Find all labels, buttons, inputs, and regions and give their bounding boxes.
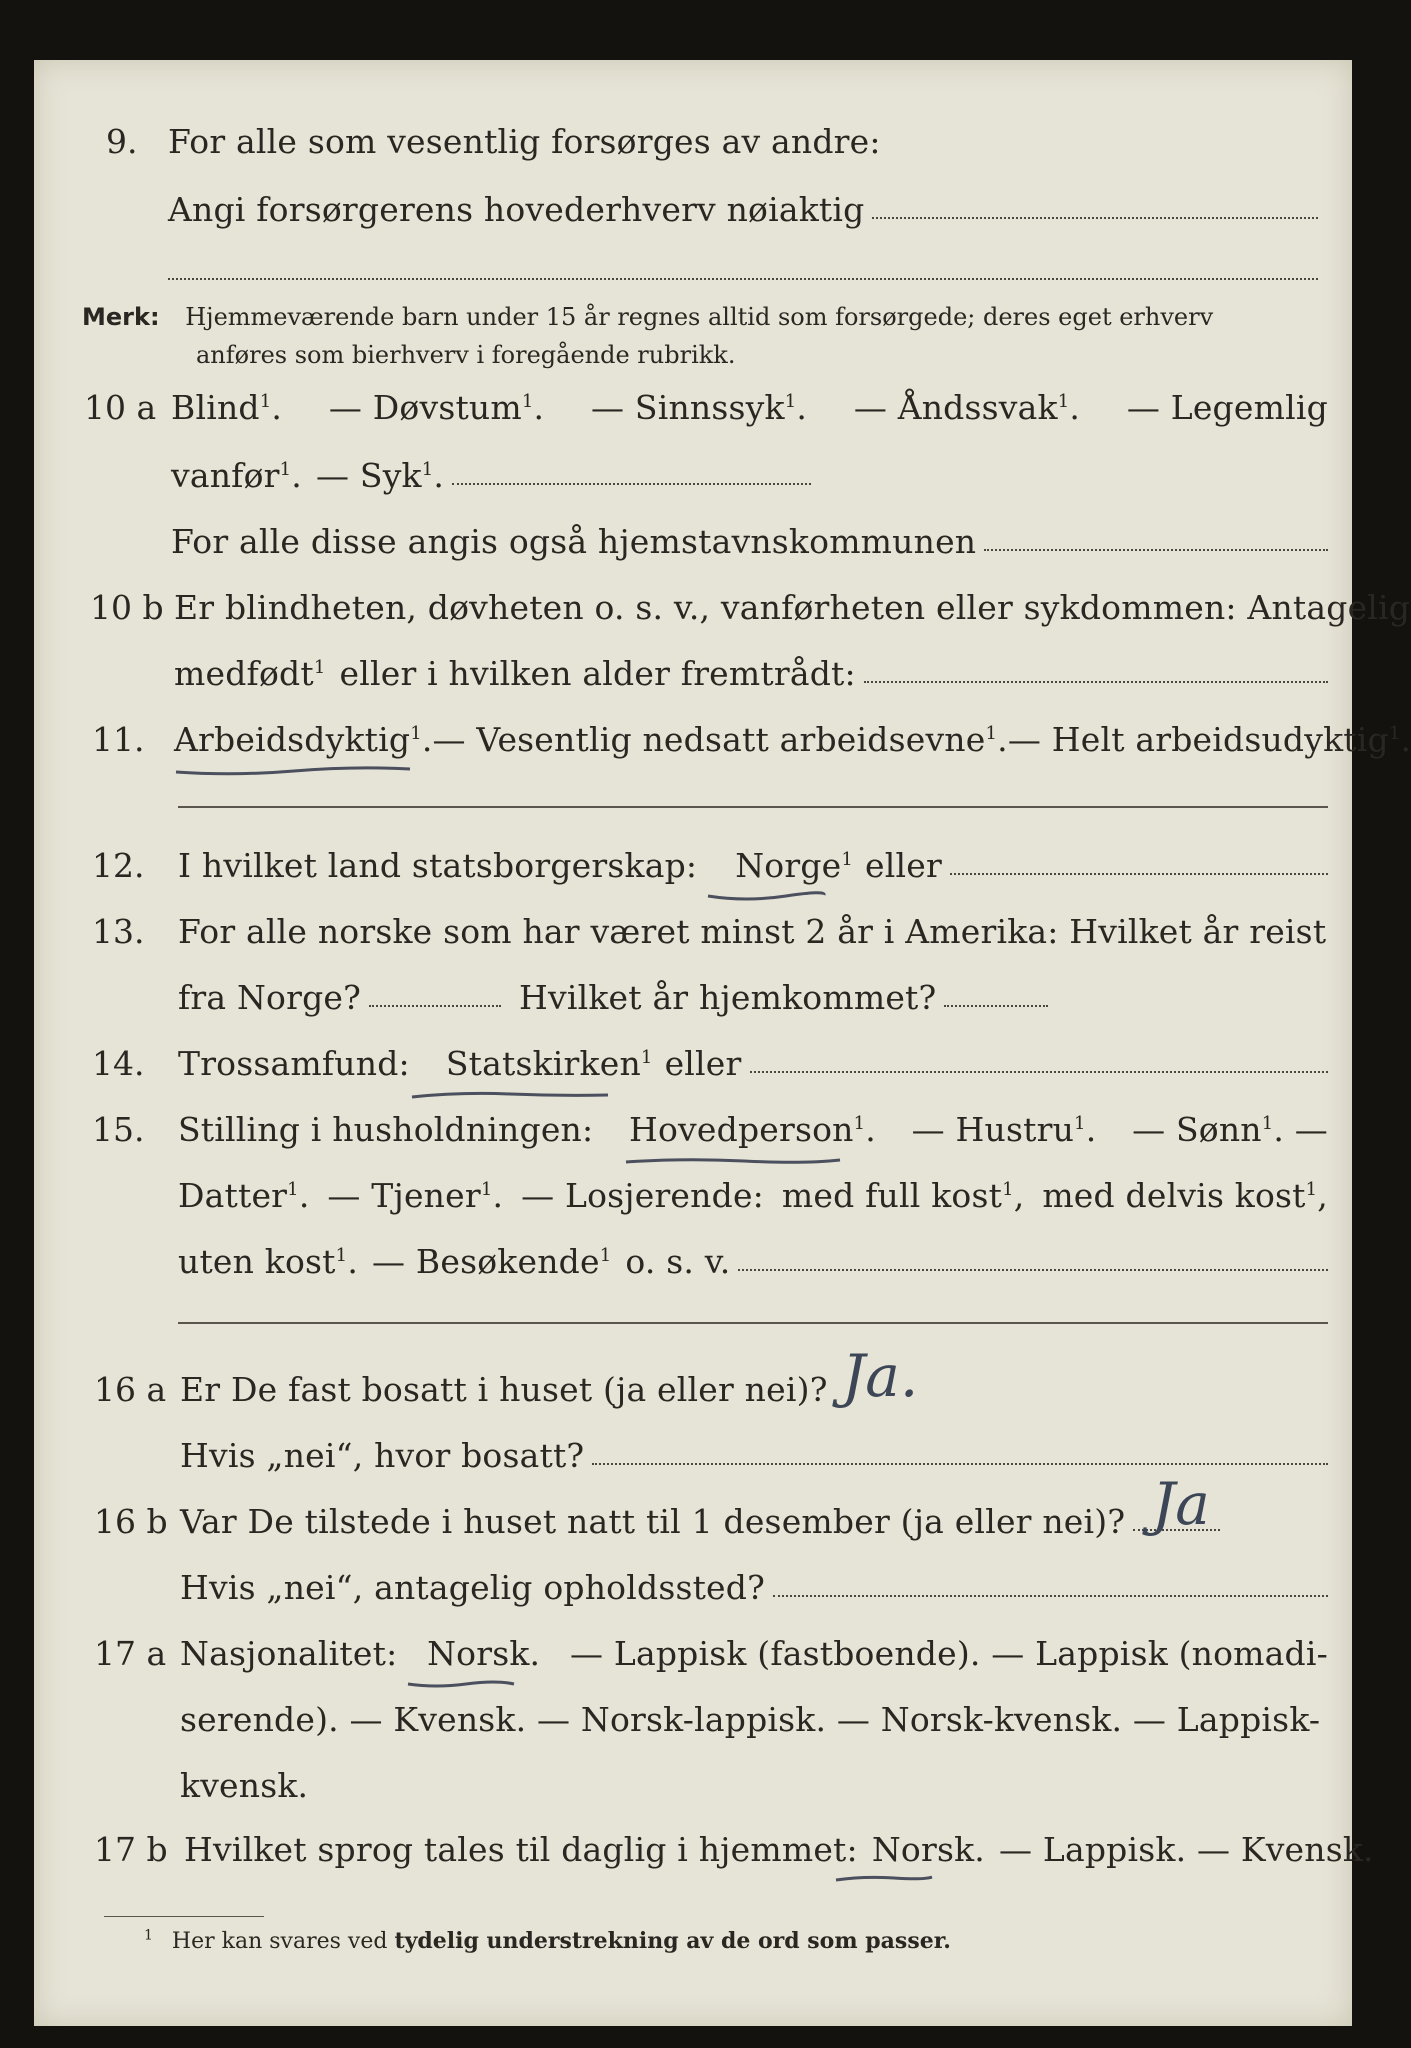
q10b-line2-text: eller i hvilken alder fremtrådt: [339, 654, 856, 693]
q10a-dovstum: — Døvstum$^1$. [328, 388, 545, 427]
q15-underline-mark [624, 1150, 844, 1170]
q15-hustru: — Hustru$^1$. [911, 1110, 1097, 1149]
q10b-number: 10 b [90, 588, 164, 627]
merk-label: Merk: [82, 303, 160, 331]
q11-arbeidsdyktig: Arbeidsdyktig$^1$. [174, 720, 433, 759]
q16b-line1-text: Var De tilstede i huset natt til 1 desember (ja eller nei)? [180, 1502, 1126, 1541]
q14-label: Trossamfund: [178, 1044, 410, 1083]
q15-delvis: med delvis kost$^1$, [1042, 1176, 1328, 1215]
q16a-bosatt-field[interactable] [592, 1463, 1328, 1465]
q17a-line1 [180, 1634, 1328, 1673]
q15-label: Stilling i husholdningen: [178, 1110, 594, 1149]
q13-number: 13. [92, 912, 145, 951]
footnote-rule [104, 1916, 264, 1917]
q16b-handwritten-answer: Ja [1152, 1470, 1210, 1538]
q13-reist-field[interactable] [369, 1005, 501, 1007]
q13-line2 [178, 978, 1048, 1017]
q15-line3 [178, 1242, 1328, 1281]
q17a-line3: kvensk. [180, 1766, 309, 1805]
q17a-line2: serende). — Kvensk. — Norsk-lappisk. — Norsk-kvensk. — Lappisk- [180, 1700, 1321, 1739]
q10a-answer-field[interactable] [452, 483, 811, 485]
q17b-norsk: Norsk. [871, 1830, 985, 1869]
q10a-line3-text: For alle disse angis også hjemstavnskommunen [171, 522, 977, 561]
q10a-number: 10 a [84, 388, 157, 427]
footnote-bold: tydelig understrekning av de ord som passer. [394, 1928, 951, 1954]
q10a-legemlig: — Legemlig [1126, 388, 1328, 427]
q13-hjemkommet-field[interactable] [944, 1005, 1048, 1007]
q12-line [178, 846, 1328, 885]
q17a-underline-mark [406, 1674, 516, 1694]
q16b-line1 [180, 1502, 1220, 1541]
q11-helt: — Helt arbeidsudyktig$^1$. [1007, 720, 1411, 759]
q10b-line2 [174, 654, 1328, 693]
q10b-medfodt: medfødt$^1$ [174, 654, 326, 693]
q9-answer-field-2[interactable] [168, 278, 1318, 280]
q10a-line1 [171, 388, 1328, 427]
q10a-andssvak: — Åndssvak$^1$. [853, 388, 1081, 427]
q15-full: med full kost$^1$, [781, 1176, 1025, 1215]
q15-osv: o. s. v. [625, 1242, 731, 1281]
q11-number: 11. [92, 720, 145, 759]
q15-besok: — Besøkende$^1$ [372, 1242, 612, 1281]
q17b-label: Hvilket sprog tales til daglig i hjemmet: [184, 1830, 858, 1869]
q14-number: 14. [92, 1044, 145, 1083]
q12-norge: Norge$^1$ [735, 846, 854, 885]
q9-line2-text: Angi forsørgerens hovederhverv nøiaktig [168, 190, 865, 229]
census-form-page [34, 60, 1411, 2026]
q14-answer-field[interactable] [750, 1071, 1328, 1073]
q15-answer-line[interactable] [178, 1322, 1328, 1324]
q10b-answer-field[interactable] [864, 681, 1328, 683]
q16b-line2-text: Hvis „nei“, antagelig opholdssted? [180, 1568, 765, 1607]
q15-tjener: — Tjener$^1$. [327, 1176, 504, 1215]
q10a-syk: — Syk$^1$. [316, 456, 445, 495]
q16a-line2-text: Hvis „nei“, hvor bosatt? [180, 1436, 585, 1475]
q15-sonn: — Sønn$^1$. — [1132, 1110, 1328, 1149]
q12-number: 12. [92, 846, 145, 885]
q16a-handwritten-answer: Ja. [842, 1342, 919, 1410]
q13-fra: fra Norge? [178, 978, 362, 1017]
q12-underline-mark [706, 886, 826, 906]
q14-stats: Statskirken$^1$ [445, 1044, 653, 1083]
q11-underline-mark [174, 760, 414, 780]
q17a-number: 17 a [94, 1634, 167, 1673]
q14-line [178, 1044, 1328, 1083]
q17b-line [184, 1830, 1374, 1869]
q15-number: 15. [92, 1110, 145, 1149]
q16b-opholdssted-field[interactable] [773, 1595, 1328, 1597]
q15-uten: uten kost$^1$. [178, 1242, 359, 1281]
q16b-line2 [180, 1568, 1328, 1607]
q13-line1: For alle norske som har været minst 2 år i Amerika: Hvilket år reist [178, 912, 1327, 951]
q10a-line3 [171, 522, 1328, 561]
q17a-label: Nasjonalitet: [180, 1634, 398, 1673]
merk-text2: anføres som bierhverv i foregående rubrikk. [196, 341, 736, 369]
q16a-line1 [180, 1370, 828, 1409]
merk-text1: Hjemmeværende barn under 15 år regnes alltid som forsørgede; deres eget erhverv [185, 303, 1214, 331]
q17b-rest: — Lappisk. — Kvensk. [998, 1830, 1374, 1869]
q15-losj: — Losjerende: [521, 1176, 764, 1215]
q10a-sinnssyk: — Sinnssyk$^1$. [591, 388, 808, 427]
q9-line2 [168, 190, 1318, 229]
q11-line [174, 720, 1411, 759]
q16a-number: 16 a [94, 1370, 167, 1409]
q9-number: 9. [106, 122, 138, 161]
q11-vesentlig: — Vesentlig nedsatt arbeidsevne$^1$. [432, 720, 1008, 759]
q15-hoved: Hovedperson$^1$. [629, 1110, 876, 1149]
q11-answer-line[interactable] [178, 806, 1328, 808]
q17b-underline-mark [834, 1868, 934, 1888]
q14-underline-mark [410, 1084, 610, 1104]
q9-line1: For alle som vesentlig forsørges av andre: [168, 122, 881, 161]
footnote [144, 1928, 951, 1954]
q17a-rest1: — Lappisk (fastboende). — Lappisk (nomadi- [569, 1634, 1328, 1673]
q17b-number: 17 b [94, 1830, 168, 1869]
q16b-number: 16 b [94, 1502, 168, 1541]
q15-answer-field[interactable] [738, 1269, 1328, 1271]
q17a-norsk: Norsk. [427, 1634, 541, 1673]
q15-line2 [178, 1176, 1328, 1215]
q12-text: I hvilket land statsborgerskap: [178, 846, 698, 885]
q15-datter: Datter$^1$. [178, 1176, 310, 1215]
footnote-mark: 1 [144, 1927, 153, 1944]
q10a-hjemstavn-field[interactable] [984, 549, 1328, 551]
q12-answer-field[interactable] [950, 873, 1328, 875]
q16a-line1-text: Er De fast bosatt i huset (ja eller nei)? [180, 1370, 828, 1409]
q9-answer-field[interactable] [872, 217, 1318, 219]
q15-line1 [178, 1110, 1328, 1149]
q13-hjem: Hvilket år hjemkommet? [519, 978, 937, 1017]
q10a-line2 [171, 456, 811, 495]
q10b-line1: Er blindheten, døvheten o. s. v., vanførheten eller sykdommen: Antagelig [174, 588, 1411, 627]
footnote-text: Her kan svares ved [171, 1929, 388, 1954]
q14-eller: eller [664, 1044, 742, 1083]
q10a-blind: Blind$^1$. [171, 388, 283, 427]
merk-note [82, 298, 1213, 336]
q12-eller: eller [865, 846, 942, 885]
q10a-vanfor: vanfør$^1$. [171, 456, 302, 495]
